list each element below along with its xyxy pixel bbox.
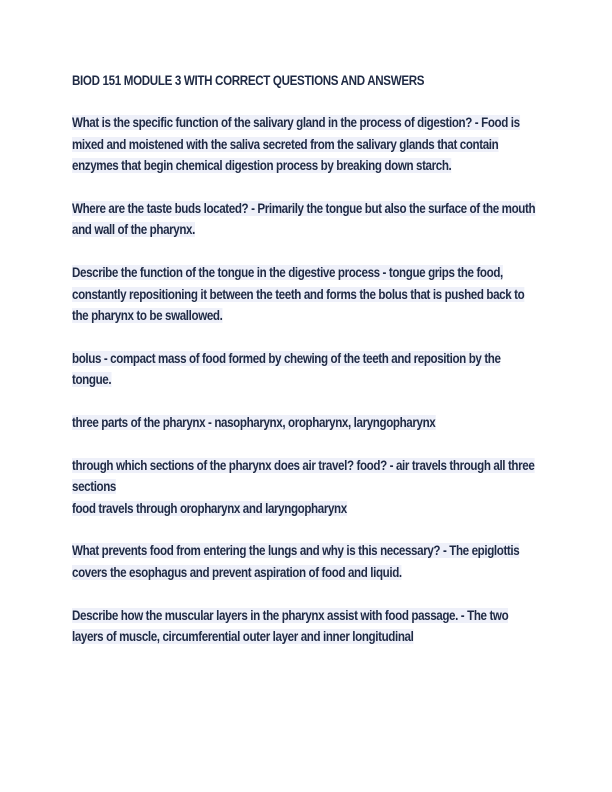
qa-text: bolus - compact mass of food formed by chewing of the teeth and reposition by the tongue. xyxy=(72,350,501,388)
qa-text: What is the specific function of the salivary gland in the process of digestion? - Food is mixed and moistened with the saliva secreted from the salivary glands that contain enzymes that begin chemical digestion process by breaking down starch. xyxy=(72,115,520,174)
qa-text: Describe the function of the tongue in the digestive process - tongue grips the food, constantly repositioning it between the teeth and forms the bolus that is pushed back to the pharynx to be swallowed. xyxy=(72,264,525,324)
qa-entry-tongue-function xyxy=(72,262,542,327)
qa-text: Describe how the muscular layers in the pharynx assist with food passage. - The two layers of muscle, circumferential outer layer and inner longitudinal xyxy=(72,607,509,645)
qa-entry-epiglottis xyxy=(72,540,542,583)
qa-text: Where are the taste buds located? - Primarily the tongue but also the surface of the mouth and wall of the pharynx. xyxy=(72,200,536,238)
qa-entry-salivary-gland xyxy=(72,112,542,177)
document-body xyxy=(72,72,542,669)
qa-entry-taste-buds xyxy=(72,198,542,241)
qa-entry-pharynx-parts xyxy=(72,412,542,434)
document-title: BIOD 151 MODULE 3 WITH CORRECT QUESTIONS AND ANSWERS xyxy=(72,73,425,88)
qa-text: three parts of the pharynx - nasopharynx, oropharynx, laryngopharynx xyxy=(72,414,436,430)
qa-text: through which sections of the pharynx does air travel? food? - air travels through all three sections xyxy=(72,457,535,495)
qa-entry-muscular-layers xyxy=(72,605,542,648)
qa-text-continued: food travels through oropharynx and laryngopharynx xyxy=(72,500,347,516)
qa-entry-bolus xyxy=(72,348,542,391)
qa-text: What prevents food from entering the lungs and why is this necessary? - The epiglottis covers the esophagus and prevent aspiration of food and liquid. xyxy=(72,543,520,580)
qa-entry-pharynx-air-food xyxy=(72,455,542,520)
